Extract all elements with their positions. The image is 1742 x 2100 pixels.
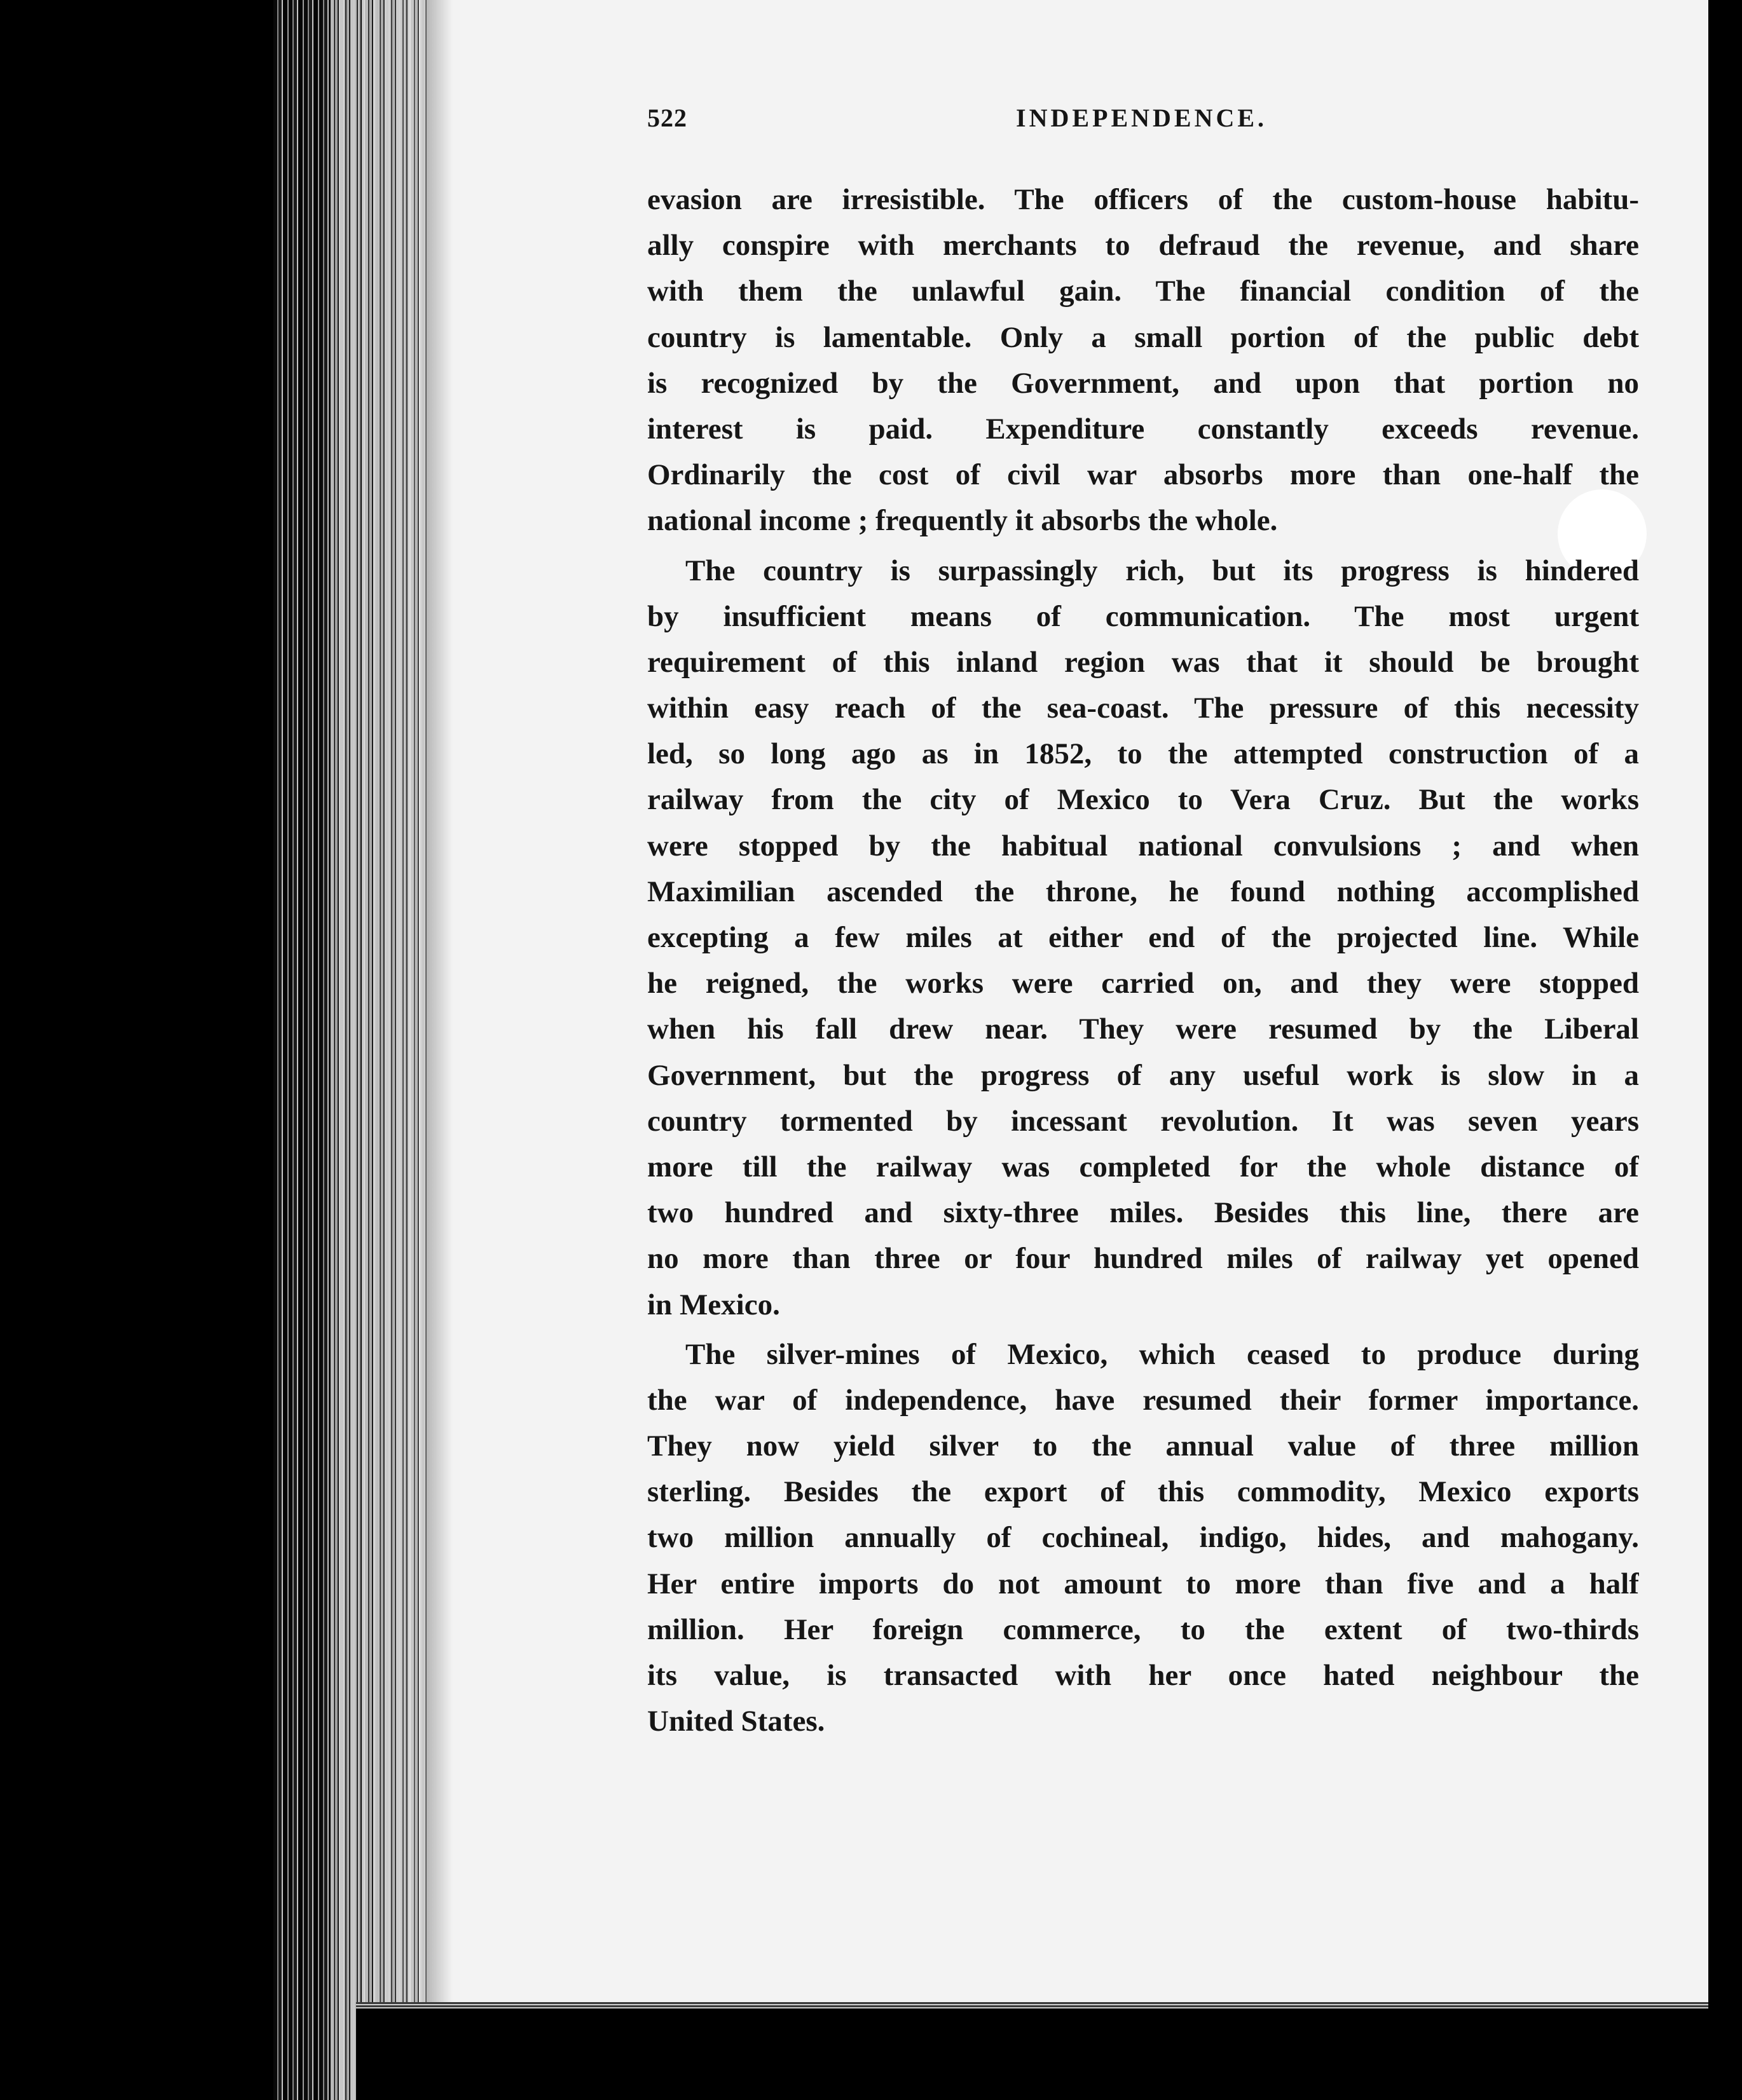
text-line: led, so long ago as in 1852, to the attempted construction of a — [647, 737, 1639, 771]
text-line: the war of independence, have resumed their former importance. — [647, 1383, 1639, 1417]
paragraph-3 — [647, 1332, 1639, 1745]
text-line: United States. — [647, 1705, 825, 1738]
text-line: railway from the city of Mexico to Vera Cruz. But the works — [647, 783, 1639, 817]
gutter-shading — [356, 0, 432, 2100]
text-line: requirement of this inland region was that it should be brought — [647, 645, 1639, 679]
book-bottom-border — [356, 2008, 1742, 2100]
text-line: two hundred and sixty-three miles. Besides this line, there are — [647, 1196, 1639, 1230]
text-line: national income ; frequently it absorbs the whole. — [647, 504, 1278, 538]
text-line: Her entire imports do not amount to more than five and a half — [647, 1567, 1639, 1600]
text-line: he reigned, the works were carried on, and they were stopped — [647, 967, 1639, 1000]
text-line: Government, but the progress of any useful work is slow in a — [647, 1058, 1639, 1092]
text-line: by insufficient means of communication. The most urgent — [647, 599, 1639, 633]
page-header — [647, 103, 1639, 141]
text-line: were stopped by the habitual national convulsions ; and when — [647, 829, 1639, 862]
text-line: evasion are irresistible. The officers of the custom-house habitu- — [647, 183, 1639, 216]
text-line: The country is surpassingly rich, but its progress is hindered — [685, 554, 1639, 587]
scan-right-border — [1708, 0, 1742, 2100]
text-line: in Mexico. — [647, 1288, 780, 1321]
paragraph-1 — [647, 177, 1639, 544]
text-line: is recognized by the Government, and upon that portion no — [647, 366, 1639, 400]
text-line: The silver-mines of Mexico, which ceased to produce during — [685, 1337, 1639, 1371]
text-line: excepting a few miles at either end of the projected line. While — [647, 921, 1639, 954]
text-line: two million annually of cochineal, indigo, hides, and mahogany. — [647, 1521, 1639, 1555]
text-line: country tormented by incessant revolution. It was seven years — [647, 1104, 1639, 1138]
text-line: more till the railway was completed for the whole distance of — [647, 1150, 1639, 1183]
text-line: million. Her foreign commerce, to the extent of two-thirds — [647, 1612, 1639, 1646]
page-inner-shadow — [427, 0, 453, 2008]
running-head: INDEPENDENCE. — [1016, 104, 1268, 132]
text-line: within easy reach of the sea-coast. The pressure of this necessity — [647, 692, 1639, 725]
text-line: country is lamentable. Only a small portion of the public debt — [647, 320, 1639, 354]
text-line: with them the unlawful gain. The financial condition of the — [647, 275, 1639, 308]
text-line: Ordinarily the cost of civil war absorbs more than one-half the — [647, 458, 1639, 492]
text-line: sterling. Besides the export of this commodity, Mexico exports — [647, 1475, 1639, 1509]
page-number: 522 — [647, 104, 687, 132]
text-line: its value, is transacted with her once hated neighbour the — [647, 1659, 1639, 1692]
text-line: no more than three or four hundred miles of railway yet opened — [647, 1242, 1639, 1276]
text-line: They now yield silver to the annual value of three million — [647, 1429, 1639, 1463]
text-line: Maximilian ascended the throne, he found nothing accomplished — [647, 875, 1639, 908]
paragraph-2 — [647, 548, 1639, 1328]
text-line: ally conspire with merchants to defraud the revenue, and share — [647, 229, 1639, 262]
text-line: when his fall drew near. They were resumed by the Liberal — [647, 1012, 1639, 1046]
text-line: interest is paid. Expenditure constantly exceeds revenue. — [647, 412, 1639, 446]
body-text — [647, 177, 1639, 1748]
